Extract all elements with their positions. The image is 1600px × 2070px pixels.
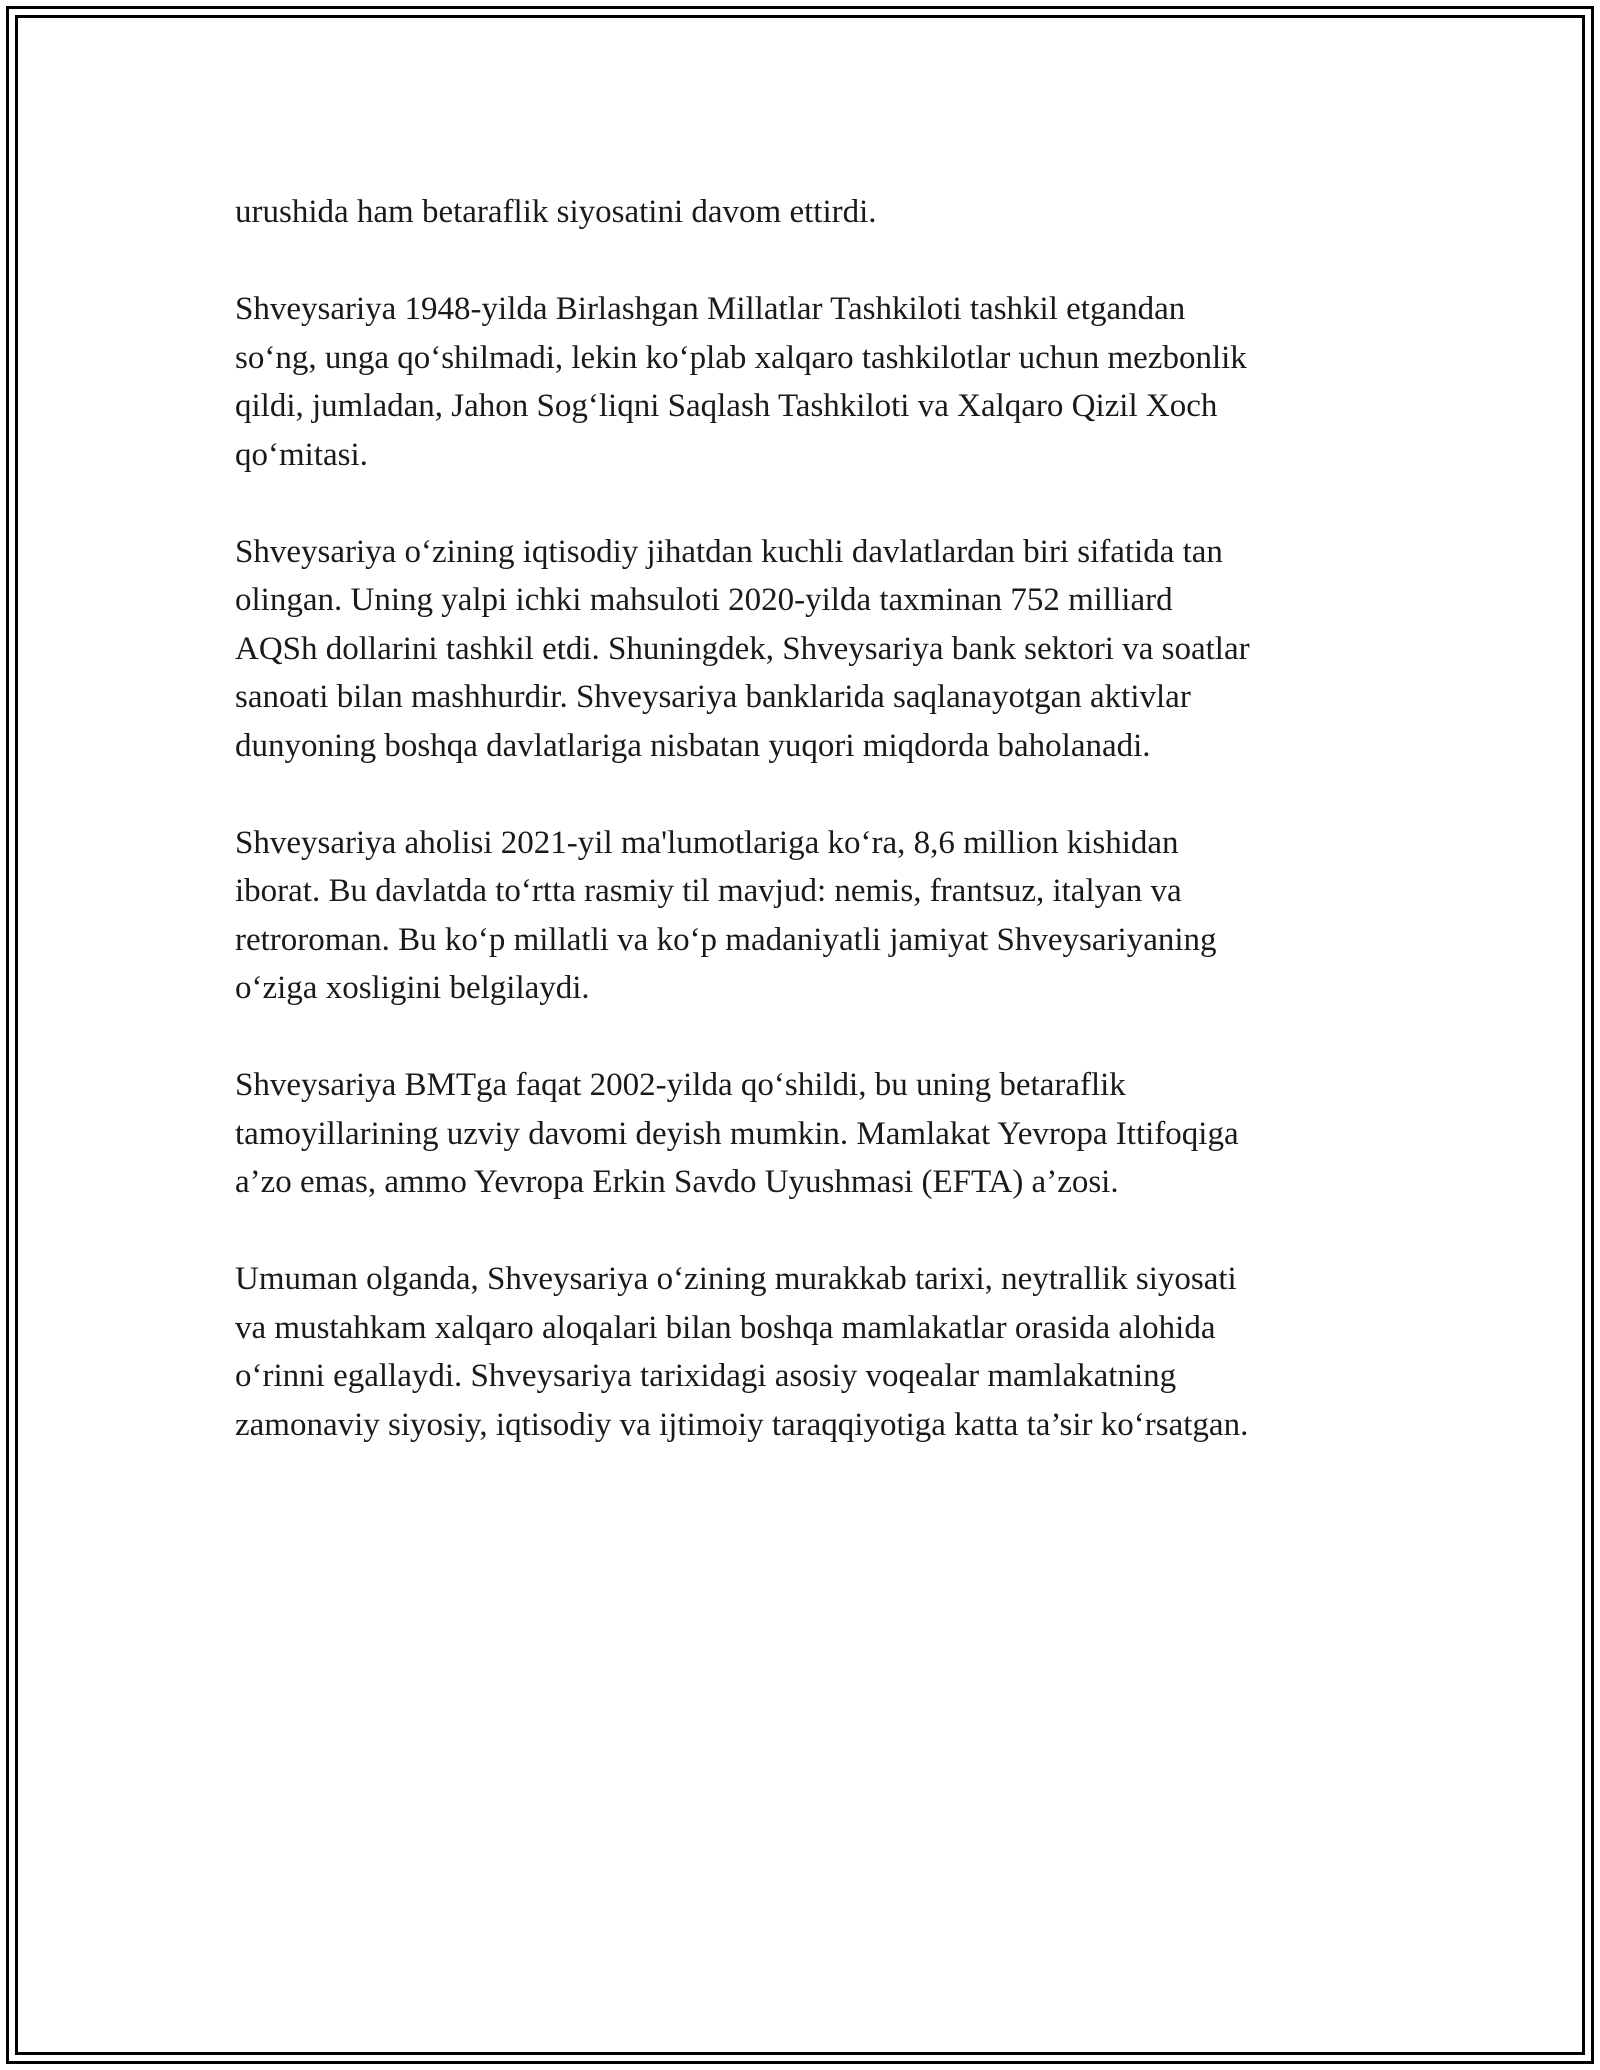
paragraph: Shveysariya BMTga faqat 2002-yilda qo‘shildi, bu uning betaraflik tamoyillarining uzviy davomi deyish mumkin. Mamlakat Yevropa Ittifoqiga a’zo emas, ammo Yevropa Erkin Savdo Uyushmasi (EFTA) a’zosi. xyxy=(235,1067,1239,1200)
document-body xyxy=(235,188,1395,1498)
paragraph: Umuman olganda, Shveysariya o‘zining murakkab tarixi, neytrallik siyosati va mustahkam xalqaro aloqalari bilan boshqa mamlakatlar orasida alohida o‘rinni egallaydi. Shveysariya tarixidagi asosiy voqealar mamlakatning zamonaviy siyosiy, iqtisodiy va ijtimoiy taraqqiyotiga katta ta’sir ko‘rsatgan. xyxy=(235,1261,1249,1443)
paragraph: urushida ham betaraflik siyosatini davom ettirdi. xyxy=(235,194,877,230)
paragraph: Shveysariya o‘zining iqtisodiy jihatdan kuchli davlatlardan biri sifatida tan olingan. Uning yalpi ichki mahsuloti 2020-yilda taxminan 752 milliard AQSh dollarini tashkil etdi. Shuningdek, Shveysariya bank sektori va soatlar sanoati bilan mashhurdir. Shveysariya banklarida saqlanayotgan aktivlar dunyoning boshqa davlatlariga nisbatan yuqori miqdorda baholanadi. xyxy=(235,533,1250,764)
paragraph: Shveysariya aholisi 2021-yil ma'lumotlariga ko‘ra, 8,6 million kishidan iborat. Bu davlatda to‘rtta rasmiy til mavjud: nemis, frantsuz, italyan va retroroman. Bu ko‘p millatli va ko‘p madaniyatli jamiyat Shveysariyaning o‘ziga xosligini belgilaydi. xyxy=(235,824,1217,1006)
paragraph: Shveysariya 1948-yilda Birlashgan Millatlar Tashkiloti tashkil etgandan so‘ng, unga qo‘shilmadi, lekin ko‘plab xalqaro tashkilotlar uchun mezbonlik qildi, jumladan, Jahon Sog‘liqni Saqlash Tashkiloti va Xalqaro Qizil Xoch qo‘mitasi. xyxy=(235,291,1247,473)
